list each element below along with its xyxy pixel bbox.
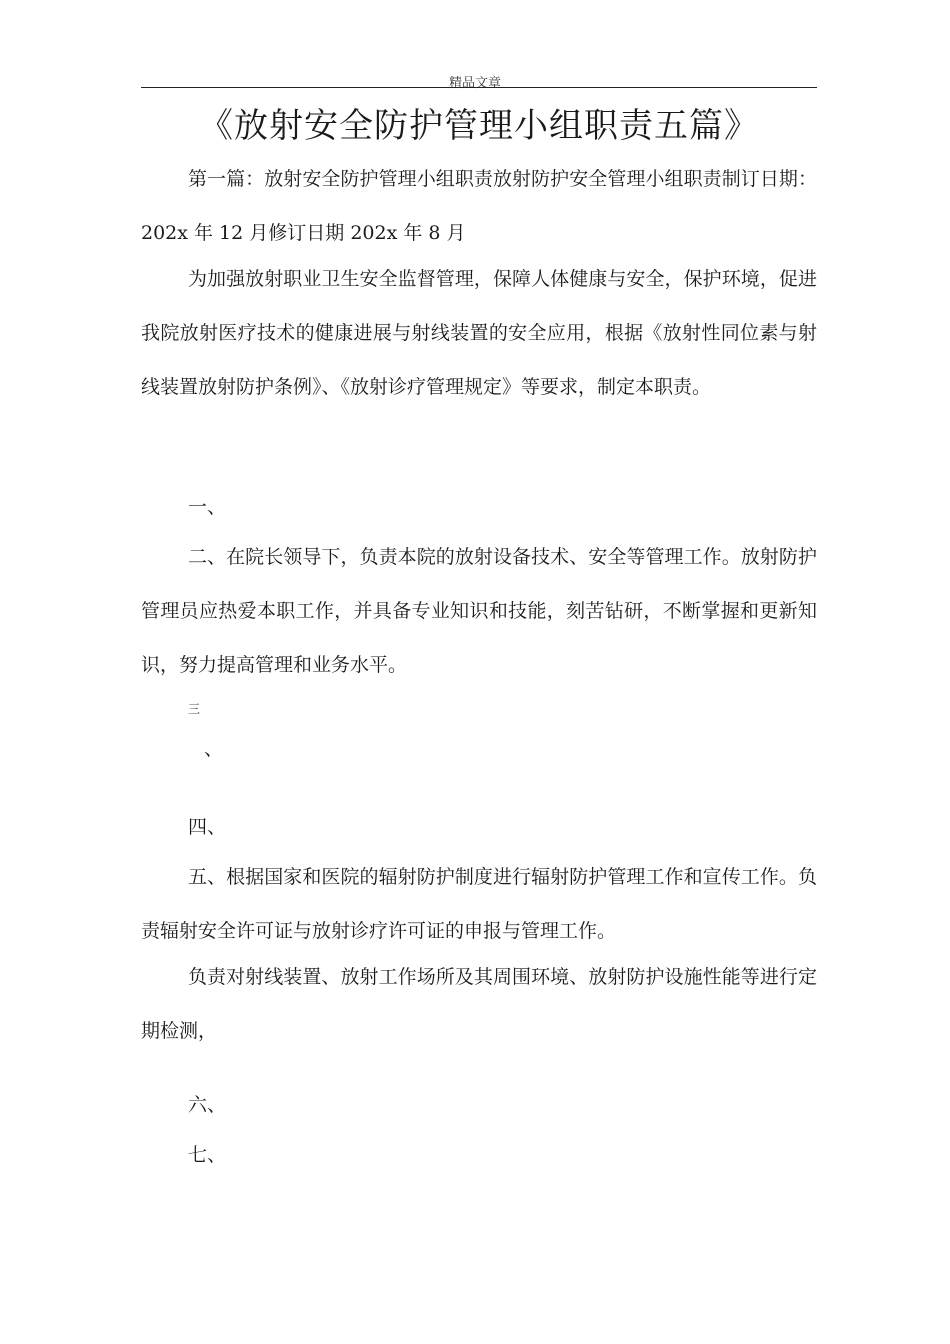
- paragraph-item-2: 二、在院长领导下，负责本院的放射设备技术、安全等管理工作。放射防护管理员应热爱本职工作，并具备专业知识和技能，刻苦钻研，不断掌握和更新知识，努力提高管理和业务水平。: [141, 546, 817, 676]
- list-item-6: 六、: [188, 1094, 227, 1116]
- paragraph-purpose: 为加强放射职业卫生安全监督管理，保障人体健康与安全，保护环境，促进我院放射医疗技术的健康进展与射线装置的安全应用，根据《放射性同位素与射线装置放射防护条例》、《放射诊疗管理规定》等要求，制定本职责。: [141, 268, 817, 398]
- list-item-3-mark: 、: [204, 738, 224, 760]
- header-rule: [141, 87, 817, 88]
- page-header-label: 精品文章: [448, 76, 501, 91]
- paragraph-inspection: 负责对射线装置、放射工作场所及其周围环境、放射防护设施性能等进行定期检测，: [141, 966, 817, 1042]
- paragraph-item-5: 五、根据国家和医院的辐射防护制度进行辐射防护管理工作和宣传工作。负责辐射安全许可证与放射诊疗许可证的申报与管理工作。: [141, 866, 817, 942]
- paragraph-intro: 第一篇：放射安全防护管理小组职责放射防护安全管理小组职责制订日期：202x 年 12 月修订日期 202x 年 8 月: [141, 168, 817, 244]
- list-item-1: 一、: [188, 496, 227, 518]
- list-item-7: 七、: [188, 1144, 227, 1166]
- list-item-3-char: 三: [188, 702, 201, 716]
- document-title: 《放射安全防护管理小组职责五篇》: [199, 106, 759, 146]
- list-item-4: 四、: [188, 816, 227, 838]
